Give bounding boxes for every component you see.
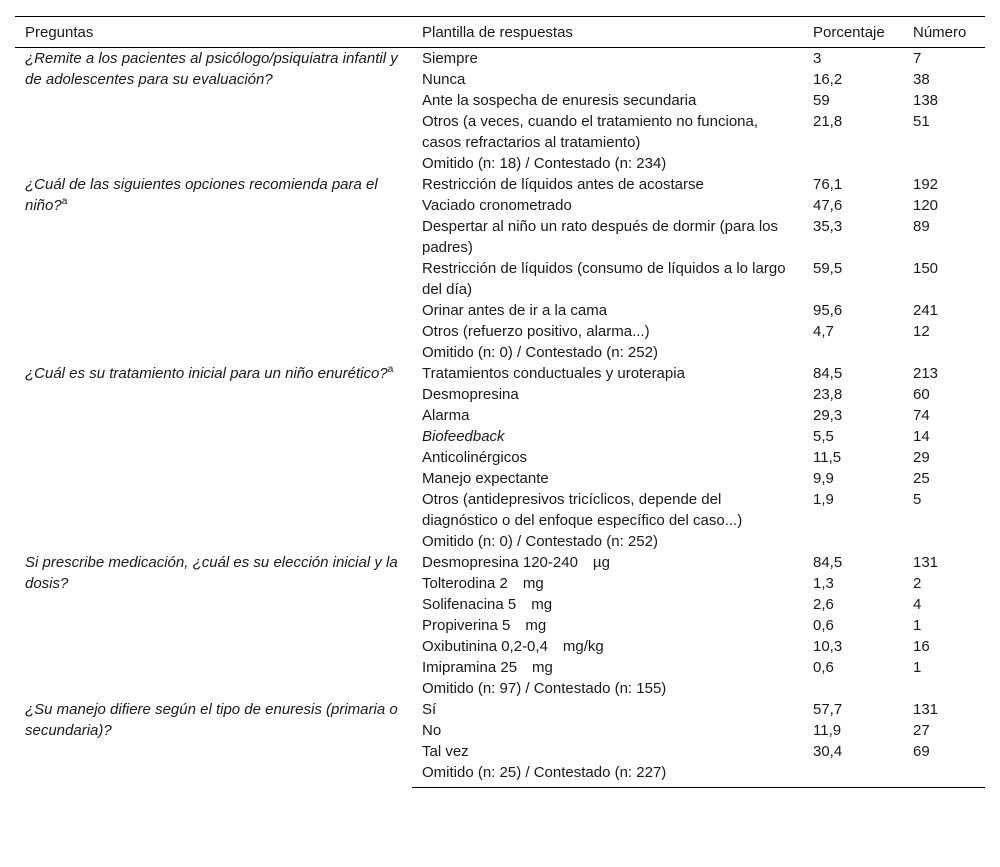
header-row [15,17,985,48]
number-cell: 29 [913,449,930,466]
percent-cell: 1,3 [813,575,834,592]
table-body [15,48,985,788]
answer-cell: Orinar antes de ir a la cama [422,302,608,319]
answer-cell: Restricción de líquidos antes de acostarse [422,176,704,193]
number-cell: 192 [913,176,939,193]
table-row [15,174,985,195]
percent-cell: 2,6 [813,596,834,613]
table-row [15,48,985,70]
header-template: Plantilla de respuestas [412,17,803,48]
number-cell [903,153,985,174]
number-cell: 25 [913,470,930,487]
answer-cell: Tratamientos conductuales y uroterapia [422,365,685,382]
answer-cell: Omitido (n: 25) / Contestado (n: 227) [412,762,803,788]
answer-cell: Tolterodina 2 mg [422,575,544,592]
question-text: ¿Cuál es su tratamiento inicial para un niño enurético? [25,365,388,382]
answer-cell: Omitido (n: 0) / Contestado (n: 252) [422,344,658,361]
percent-cell: 5,5 [813,428,834,445]
number-cell [903,342,985,363]
answer-cell: Biofeedback [422,428,505,445]
number-cell: 14 [913,428,930,445]
answer-cell: Anticolinérgicos [422,449,528,466]
footnote-marker: a [61,196,68,207]
answer-cell: Imipramina 25 mg [422,659,553,676]
question-cell [15,48,412,175]
answer-cell: Propiverina 5 mg [422,617,547,634]
percent-cell: 4,7 [813,323,834,340]
question-text: ¿Su manejo difiere según el tipo de enuresis (primaria o secundaria)? [25,701,398,739]
number-cell: 120 [913,197,939,214]
number-cell: 150 [913,260,939,277]
number-cell: 213 [913,365,939,382]
number-cell [903,531,985,552]
number-cell: 89 [913,218,930,235]
percent-cell: 76,1 [813,176,843,193]
percent-cell: 21,8 [813,113,843,130]
footnote-marker: a [387,364,394,375]
answer-cell: Tal vez [422,743,469,760]
percent-cell: 95,6 [813,302,843,319]
percent-cell: 0,6 [813,659,834,676]
question-cell [15,552,412,699]
percent-cell: 3 [813,50,822,67]
answer-cell: Solifenacina 5 mg [422,596,553,613]
answer-cell: Vaciado cronometrado [422,197,572,214]
number-cell: 5 [913,491,922,508]
percent-cell: 84,5 [813,365,843,382]
answer-cell: Desmopresina 120-240 µg [422,554,610,571]
percent-cell: 47,6 [813,197,843,214]
question-cell [15,174,412,363]
percent-cell: 9,9 [813,470,834,487]
number-cell: 60 [913,386,930,403]
number-cell: 1 [913,617,922,634]
table-row [15,552,985,573]
answer-cell: Omitido (n: 0) / Contestado (n: 252) [422,533,658,550]
table-row [15,699,985,720]
number-cell: 1 [913,659,922,676]
header-percent: Porcentaje [803,17,903,48]
answer-cell: Omitido (n: 97) / Contestado (n: 155) [422,680,667,697]
percent-cell [803,153,903,174]
answer-cell: Siempre [422,50,478,67]
answer-cell: Nunca [422,71,466,88]
percent-cell: 0,6 [813,617,834,634]
number-cell [903,678,985,699]
answer-cell: No [422,722,442,739]
answer-cell: Alarma [422,407,470,424]
number-cell: 4 [913,596,922,613]
survey-table-container [15,16,985,788]
percent-cell: 30,4 [813,743,843,760]
number-cell: 12 [913,323,930,340]
number-cell: 131 [913,701,939,718]
number-cell: 74 [913,407,930,424]
answer-cell: Despertar al niño un rato después de dormir (para los padres) [422,218,779,256]
number-cell: 241 [913,302,939,319]
percent-cell: 23,8 [813,386,843,403]
percent-cell: 57,7 [813,701,843,718]
number-cell [903,762,985,788]
percent-cell: 11,9 [813,722,842,739]
answer-cell: Restricción de líquidos (consumo de líquidos a lo largo del día) [422,260,786,298]
percent-cell: 59 [813,92,830,109]
percent-cell [803,762,903,788]
number-cell: 131 [913,554,939,571]
percent-cell: 1,9 [813,491,834,508]
answer-cell: Desmopresina [422,386,519,403]
question-text: Si prescribe medicación, ¿cuál es su elección inicial y la dosis? [25,554,398,592]
answer-cell: Otros (refuerzo positivo, alarma...) [422,323,650,340]
number-cell: 27 [913,722,930,739]
percent-cell: 16,2 [813,71,843,88]
percent-cell: 35,3 [813,218,843,235]
answer-cell: Otros (antidepresivos tricíclicos, depende del diagnóstico o del enfoque específico del caso...) [422,491,743,529]
percent-cell: 11,5 [813,449,842,466]
answer-cell: Ante la sospecha de enuresis secundaria [422,92,697,109]
percent-cell [803,678,903,699]
answer-cell: Manejo expectante [422,470,549,487]
percent-cell [803,342,903,363]
question-cell [15,363,412,552]
question-text: ¿Cuál de las siguientes opciones recomienda para el niño? [25,176,378,214]
number-cell: 69 [913,743,930,760]
table-row [15,363,985,384]
table-header [15,17,985,48]
survey-results-table [15,16,985,788]
answer-cell: Sí [422,701,437,718]
number-cell: 51 [913,113,930,130]
question-cell [15,699,412,788]
number-cell: 7 [913,50,922,67]
header-questions: Preguntas [15,17,412,48]
percent-cell: 29,3 [813,407,843,424]
answer-cell: Oxibutinina 0,2-0,4 mg/kg [422,638,604,655]
question-text: ¿Remite a los pacientes al psicólogo/psiquiatra infantil y de adolescentes para su evaluación? [25,50,398,88]
percent-cell: 59,5 [813,260,843,277]
answer-cell: Otros (a veces, cuando el tratamiento no funciona, casos refractarios al tratamiento) [422,113,759,151]
percent-cell: 84,5 [813,554,843,571]
number-cell: 2 [913,575,922,592]
number-cell: 16 [913,638,930,655]
number-cell: 138 [913,92,939,109]
answer-cell: Omitido (n: 18) / Contestado (n: 234) [422,155,667,172]
percent-cell: 10,3 [813,638,843,655]
header-number: Número [903,17,985,48]
percent-cell [803,531,903,552]
number-cell: 38 [913,71,930,88]
